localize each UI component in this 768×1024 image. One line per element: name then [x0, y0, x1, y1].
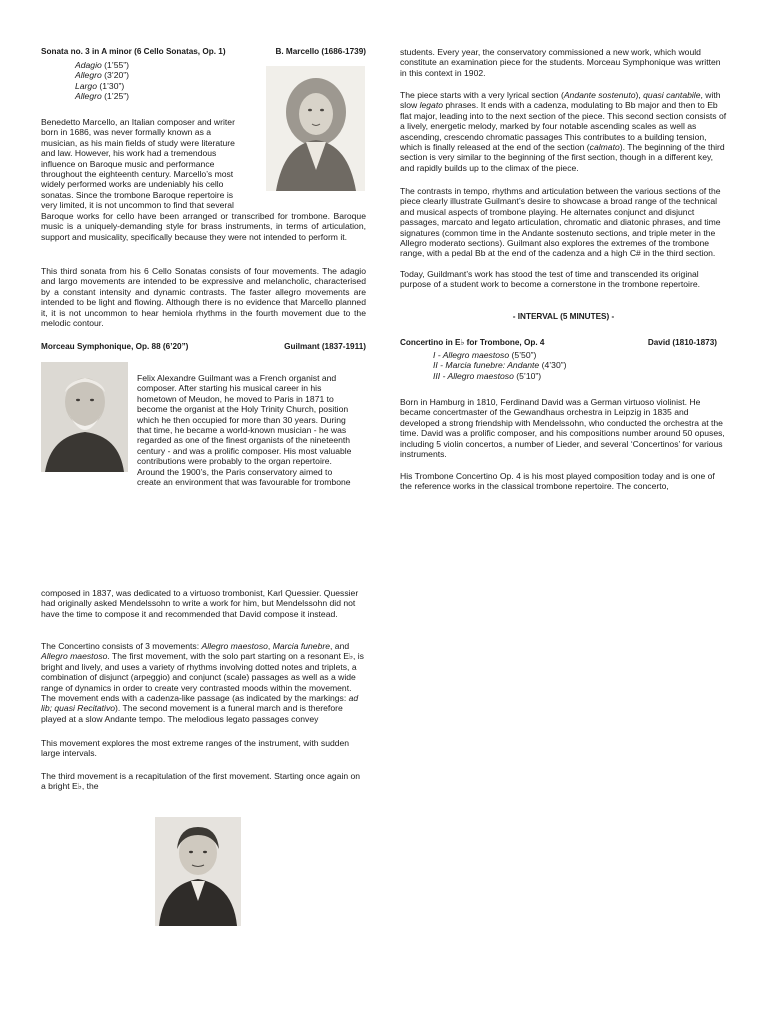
marcello-bio-rest: Baroque works for cello have been arranged or transcribed for trombone. Baroque music is a uniquely-demanding style for brass instruments, in terms of articulation, support and musicality, specifically because they were not intended to perform it.: [41, 211, 366, 242]
guilmant-paragraph-3: The contrasts in tempo, rhythms and articulation between the various sections of the piece clearly illustrate Guilmant’s desire to showcase a broad range of the technical and musical aspects of trombone playing. He alternates conjunct and disjunct passages, marcato and legato articulation, chromatic and diatonic phrases, and time signatures (common time in the Andante sostenuto sections, and triple meter in the Allegro moderato sections). Guilmant also explores the extremes of the trombone range, with a pedal Bb at the end of the cadenza and a high C# in the third section.: [400, 186, 721, 259]
bio-line: throughout the eighteenth century. Marcello’s most: [41, 169, 234, 180]
bio-line: century - and was a prolific composer. His most valuable: [137, 445, 352, 456]
guilmant-portrait: [41, 362, 128, 472]
bio-line: Benedetto Marcello, an Italian composer and writer: [41, 117, 235, 127]
movement-item: Adagio (1’55”): [75, 60, 129, 70]
guilmant-bio-wrap: [137, 373, 367, 487]
bio-line: hometown of Meudon, he moved to Paris in 1871 to: [137, 393, 334, 404]
david-paragraph-3: The Concertino consists of 3 movements: Allegro maestoso, Marcia funebre, and Allegro maestoso. The first movement, with the solo part starting on a resonant E♭, is bright and lively, and uses a variety of rhythms involving dotted notes and triplets, a combination of disjunct (arpeggio) and conjunct (scale) passages as well as a wide range of dynamics in order to create very contrasted moods within the movement. The movement ends with a cadenza-like passage (as indicated by the markings: ad lib; quasi Recitativo). The second movement is a funeral march and is therefore played at a slow Andante tempo. The melodious legato passages convey: [41, 641, 364, 724]
david-paragraph-4: This movement explores the most extreme ranges of the instrument, with sudden large intervals.: [41, 738, 350, 759]
bio-line: become the organist at the Holy Trinity Church, position: [137, 404, 349, 415]
david-continued: composed in 1837, was dedicated to a virtuoso trombonist, Karl Quessier. Quessier had originally asked Mendelssohn to write a work for him, but Mendelssohn did not have the time to compose it and recommended that David compose it instead.: [41, 588, 359, 619]
bio-line: and law. However, his work had a tremendous: [41, 148, 217, 159]
marcello-bio-wrap: [41, 117, 252, 211]
movement-item: Largo (1’30”): [75, 80, 125, 91]
david-title: Concertino in E♭ for Trombone, Op. 4: [400, 338, 545, 347]
guilmant-paragraph-2: The piece starts with a very lyrical section (Andante sostenuto), quasi cantabile, with slow legato phrases. It ends with a cadenza, modulating to Bb major and then to Eb flat major, leading into to the next section of the piece. This second section consists of a lively, energetic melody, marked by four notable ascending scales as well as ascending, crescendo chromatic passages This contributes to a building tension, which is finally released at the end of the section (calmato). The beginning of the third section is very similar to the beginning of the first section, though in a different key, and rapidly builds up to the climax of the piece.: [400, 90, 727, 173]
bio-line: Around the 1900’s, the Paris conservatory aimed to: [137, 466, 333, 477]
bio-line: Felix Alexandre Guilmant was a French organist and: [137, 373, 337, 383]
david-header: [400, 338, 727, 348]
david-paragraph-5: The third movement is a recapitulation of the first movement. Starting once again on a bright E♭, the: [41, 771, 361, 792]
david-composer: David (1810-1873): [647, 338, 717, 347]
bio-line: contributions were probably to the organ repertoire.: [137, 456, 332, 467]
guilmant-continued: students. Every year, the conservatory commissioned a new work, which would constitute an examination piece for the students. Morceau Symphonique was written in this context in 1902.: [400, 47, 721, 78]
bio-line: create an environment that was favourable for trombone: [137, 477, 351, 488]
marcello-title: Sonata no. 3 in A minor (6 Cello Sonatas, Op. 1): [41, 47, 226, 56]
david-portrait: [155, 817, 241, 926]
bio-line: that time, he became a world-known musician - he was: [137, 425, 347, 436]
movement-item: Allegro (1’25”): [75, 91, 129, 102]
bio-line: widely performed works are undeniably his cello: [41, 179, 224, 190]
guilmant-paragraph-4: Today, Guildmant’s work has stood the test of time and transcended its original purpose of a student work to become a cornerstone in the trombone repertoire.: [400, 269, 700, 290]
marcello-composer: B. Marcello (1686-1739): [275, 47, 366, 56]
bio-line: which he then occupied for more than 30 years. During: [137, 414, 346, 425]
guilmant-header: [41, 342, 366, 352]
marcello-header: [41, 47, 366, 57]
marcello-movements: [75, 60, 225, 102]
bio-line: very limited, it is not uncommon to find that several: [41, 200, 234, 211]
david-paragraph-1: Born in Hamburg in 1810, Ferdinand David was a German virtuoso violinist. He became concertmaster of the Gewandhaus orchestra in Leipzig in 1835 and developed a strong friendship with Mendelssohn, who conducted the orchestra at the time. David was a prolific composer, and his compositions number around 50 opuses, including 5 violin concertos, a number of Lieder, and several ‘Concertinos’ for various instruments.: [400, 397, 725, 460]
bio-line: composer. After starting his musical career in his: [137, 383, 322, 394]
bio-line: musician, as his main fields of study were literature: [41, 137, 235, 148]
marcello-paragraph-2: This third sonata from his 6 Cello Sonatas consists of four movements. The adagio and largo movements are intended to be expressive and melancholic, characterised by a constant intensity and dynamic contrasts. The faster allegro movements are intended to be light and flowing. Although there is no evidence that Marcello planned it, it is not uncommon to hear hemiola rhythms in the fourth movement due to the melodic contour.: [41, 266, 366, 329]
movement-item: II - Marcia funebre: Andante (4’30”): [433, 360, 567, 371]
interval-banner: - INTERVAL (5 MINUTES) -: [512, 312, 615, 321]
movement-item: III - Allegro maestoso (5’10”): [433, 370, 542, 381]
bio-line: sonatas. Since the trombone Baroque repertoire is: [41, 189, 234, 200]
movement-item: I - Allegro maestoso (5’50”): [433, 350, 537, 360]
bio-line: born in 1686, was never formally known as a: [41, 127, 212, 138]
marcello-portrait: [266, 66, 365, 191]
guilmant-title: Morceau Symphonique, Op. 88 (6’20”): [41, 342, 189, 351]
david-paragraph-2: His Trombone Concertino Op. 4 is his most played composition today and is one of the reference works in the classical trombone repertoire. The concerto,: [400, 471, 715, 492]
david-movements: [433, 350, 673, 381]
guilmant-composer: Guilmant (1837-1911): [284, 342, 366, 351]
bio-line: influence on Baroque music and performance: [41, 158, 215, 169]
movement-item: Allegro (3’20”): [75, 70, 129, 81]
bio-line: regarded as one of the finest organists of the nineteenth: [137, 435, 351, 446]
